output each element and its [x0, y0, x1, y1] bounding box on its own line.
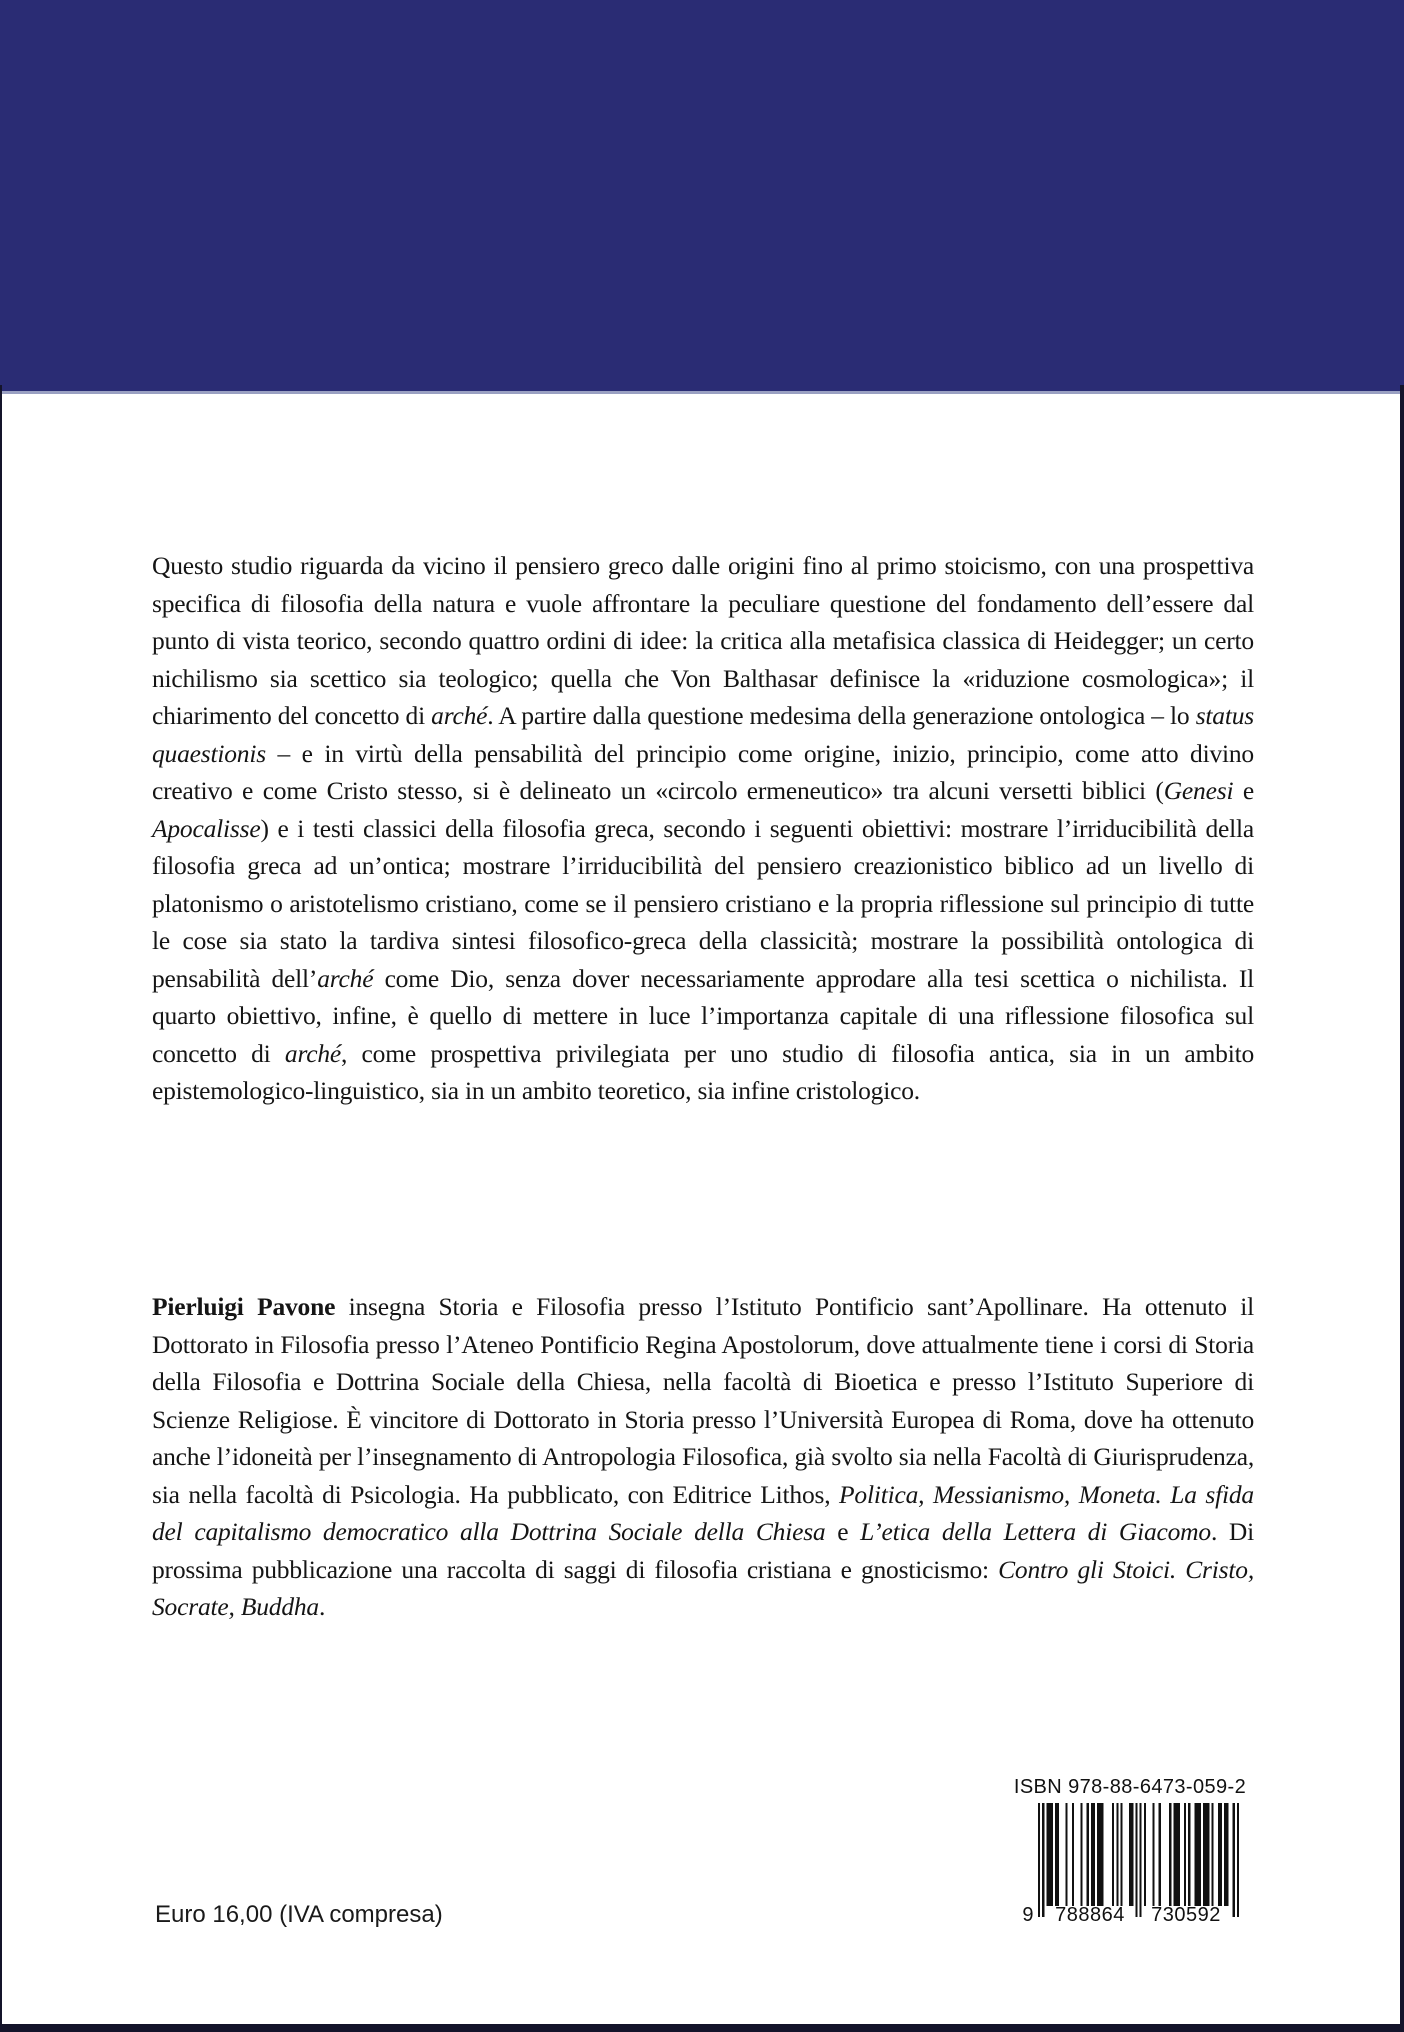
barcode-digit-lead: 9	[1022, 1904, 1034, 1926]
synopsis-paragraph: Questo studio riguarda da vicino il pensiero greco dalle origini fino al primo stoicismo, con una prospettiva specifica di filosofia della natura e vuole affrontare la peculiare questione del fondamento dell’essere dal punto di vista teorico, secondo quattro ordini di idee: la critica alla metafisica classica di Heidegger; un certo nichilismo sia scettico sia teologico; quella che Von Balthasar definisce la «riduzione cosmologica»; il chiarimento del concetto di arché. A partire dalla questione medesima della generazione ontologica – lo status quaestionis – e in virtù della pensabilità del principio come origine, inizio, principio, come atto divino creativo e come Cristo stesso, si è delineato un «circolo ermeneutico» tra alcuni versetti biblici (Genesi e Apocalisse) e i testi classici della filosofia greca, secondo i seguenti obiettivi: mostrare l’irriducibilità della filosofia greca ad un’ontica; mostrare l’irriducibilità del pensiero creazionistico biblico ad un livello di platonismo o aristotelismo cristiano, come se il pensiero cristiano e la propria riflessione sul principio di tutte le cose sia stato la tardiva sintesi filosofico-greca della classicità; mostrare la possibilità ontologica di pensabilità dell’arché come Dio, senza dover necessariamente approdare alla tesi scettica o nichilista. Il quarto obiettivo, infine, è quello di mettere in luce l’importanza capitale di una riflessione filosofica sul concetto di arché, come prospettiva privilegiata per uno studio di filosofia antica, sia in un ambito epistemologico-linguistico, sia in un ambito teoretico, sia infine cristologico.	[152, 551, 1255, 1105]
isbn-block	[1012, 1776, 1248, 1936]
cover-edge-right	[1400, 385, 1404, 2032]
cover-edge-left	[0, 385, 2, 2032]
ean13-barcode-icon	[1038, 1803, 1239, 1917]
barcode-digits-group2: 730592	[1151, 1904, 1221, 1926]
bottom-bar	[0, 2024, 1404, 2032]
author-bio-paragraph: Pierluigi Pavone insegna Storia e Filosofia presso l’Istituto Pontificio sant’Apollinare. Ha ottenuto il Dottorato in Filosofia presso l’Ateneo Pontificio Regina Apostolorum, dove attualmente tiene i corsi di Storia della Filosofia e Dottrina Sociale della Chiesa, nella facoltà di Bioetica e presso l’Istituto Superiore di Scienze Religiose. È vincitore di Dottorato in Storia presso l’Università Europea di Roma, dove ha ottenuto anche l’idoneità per l’insegnamento di Antropologia Filosofica, già svolto sia nella Facoltà di Giurisprudenza, sia nella facoltà di Psicologia. Ha pubblicato, con Editrice Lithos, Politica, Messianismo, Moneta. La sfida del capitalismo democratico alla Dottrina Sociale della Chiesa e L’etica della Lettera di Giacomo. Di prossima pubblicazione una raccolta di saggi di filosofia cristiana e gnosticismo: Contro gli Stoici. Cristo, Socrate, Buddha.	[152, 1292, 1255, 1621]
price-label: Euro 16,00 (IVA compresa)	[155, 1901, 443, 1928]
isbn-label: ISBN 978-88-6473-059-2	[1013, 1776, 1247, 1798]
top-band	[0, 0, 1404, 394]
barcode-digits-group1: 788864	[1055, 1904, 1125, 1926]
